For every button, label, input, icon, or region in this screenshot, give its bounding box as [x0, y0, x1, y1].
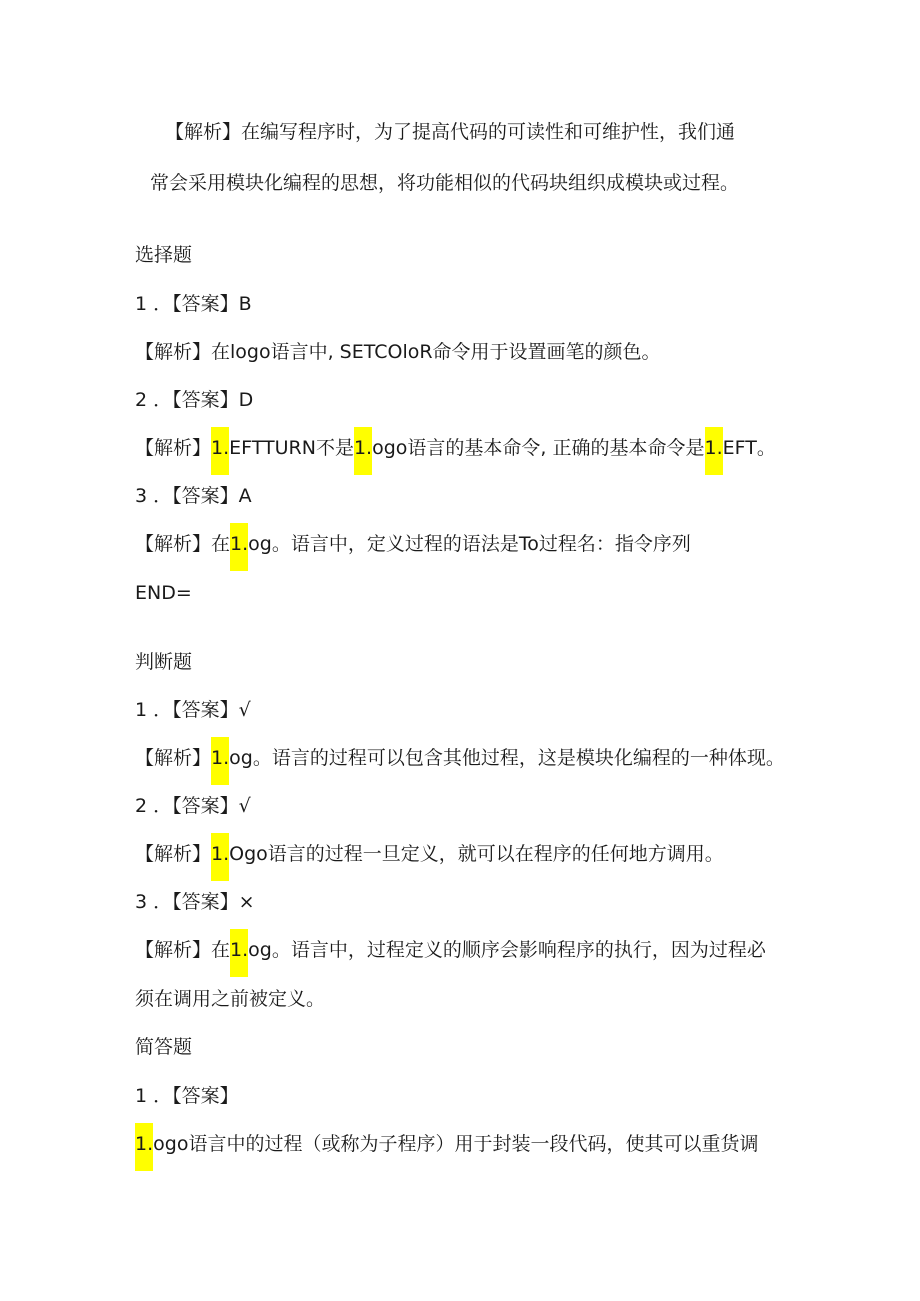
explanation-text: og。语言的过程可以包含其他过程，这是模块化编程的一种体现。 [229, 747, 785, 769]
judge-q3-answer: 3 ．【答案】× [135, 891, 255, 913]
choice-q3-explanation [135, 529, 691, 559]
choice-q3-answer: 3 ．【答案】A [135, 485, 252, 507]
judge-q1-answer: 1 ．【答案】√ [135, 699, 251, 721]
explanation-text: ogo语言的基本命令, 正确的基本命令是 [372, 437, 705, 459]
highlight-mark: 1. [705, 427, 723, 475]
judge-q1-explanation [135, 743, 785, 773]
highlight-mark: 1. [211, 833, 229, 881]
explanation-text: EFTTURN不是 [229, 437, 354, 459]
explanation-text: EFT。 [722, 437, 776, 459]
choice-q1-answer: 1 ．【答案】B [135, 293, 252, 315]
judge-q2-answer: 2 ．【答案】√ [135, 795, 251, 817]
explanation-text: Ogo语言的过程一旦定义，就可以在程序的任何地方调用。 [229, 843, 724, 865]
judge-q2-explanation [135, 839, 724, 869]
explanation-prefix: 【解析】 [135, 843, 212, 865]
explanation-prefix: 【解析】 [135, 747, 212, 769]
section-heading-short: 简答题 [135, 1036, 193, 1058]
intro-line-1: 【解析】在编写程序时，为了提高代码的可读性和可维护性，我们通 [165, 121, 736, 143]
highlight-mark: 1. [135, 1123, 153, 1171]
explanation-prefix: 【解析】在 [135, 533, 231, 555]
answer-text: ogo语言中的过程（或称为子程序）用于封装一段代码，使其可以重货调 [153, 1133, 759, 1155]
short-q1-text [135, 1129, 758, 1159]
highlight-mark: 1. [230, 523, 248, 571]
highlight-mark: 1. [211, 737, 229, 785]
choice-q2-answer: 2 ．【答案】D [135, 389, 254, 411]
highlight-mark: 1. [354, 427, 372, 475]
intro-line-2: 常会采用模块化编程的思想，将功能相似的代码块组织成模块或过程。 [150, 172, 740, 194]
choice-q3-explanation-cont: END= [135, 582, 192, 604]
explanation-text: og。语言中，过程定义的顺序会影响程序的执行，因为过程必 [248, 939, 766, 961]
section-heading-choice: 选择题 [135, 244, 193, 266]
highlight-mark: 1. [230, 929, 248, 977]
section-heading-judge: 判断题 [135, 651, 193, 673]
choice-q2-explanation [135, 433, 776, 463]
choice-q1-explanation: 【解析】在logo语言中, SETCOloR命令用于设置画笔的颜色。 [135, 341, 661, 363]
explanation-prefix: 【解析】 [135, 437, 212, 459]
short-q1-answer: 1 ．【答案】 [135, 1085, 239, 1107]
explanation-prefix: 【解析】在 [135, 939, 231, 961]
judge-q3-explanation-cont: 须在调用之前被定义。 [135, 988, 326, 1010]
judge-q3-explanation [135, 935, 766, 965]
highlight-mark: 1. [211, 427, 229, 475]
explanation-text: og。语言中，定义过程的语法是To过程名：指令序列 [248, 533, 691, 555]
